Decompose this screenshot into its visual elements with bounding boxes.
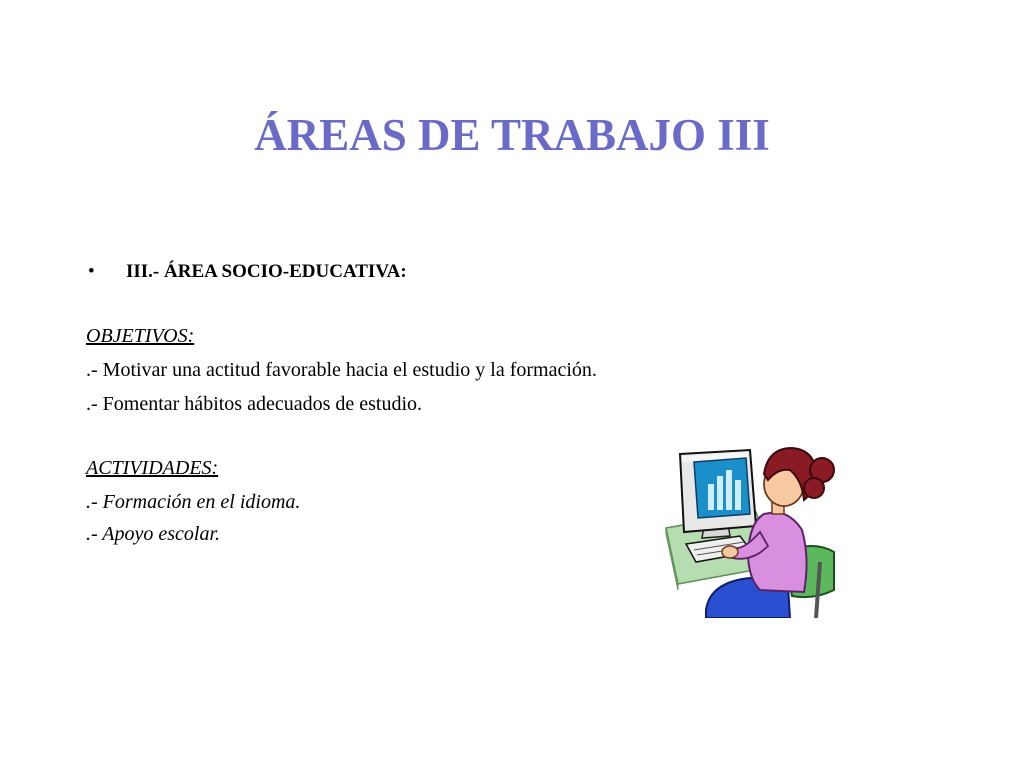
actividad-item-2: .- Apoyo escolar. <box>86 523 221 545</box>
bullet-text: III.- ÁREA SOCIO-EDUCATIVA: <box>126 261 407 282</box>
bullet-item <box>88 258 407 286</box>
objetivo-item-2: .- Fomentar hábitos adecuados de estudio. <box>86 393 423 415</box>
objetivos-heading: OBJETIVOS: <box>86 325 195 347</box>
actividades-heading: ACTIVIDADES: <box>86 457 219 479</box>
actividad-item-1: .- Formación en el idioma. <box>86 491 301 513</box>
slide-title: ÁREAS DE TRABAJO III <box>254 110 770 160</box>
bullet-symbol: • <box>88 261 95 282</box>
objetivo-item-1: .- Motivar una actitud favorable hacia el estudio y la formación. <box>86 359 597 381</box>
woman-at-computer-icon <box>664 440 840 618</box>
